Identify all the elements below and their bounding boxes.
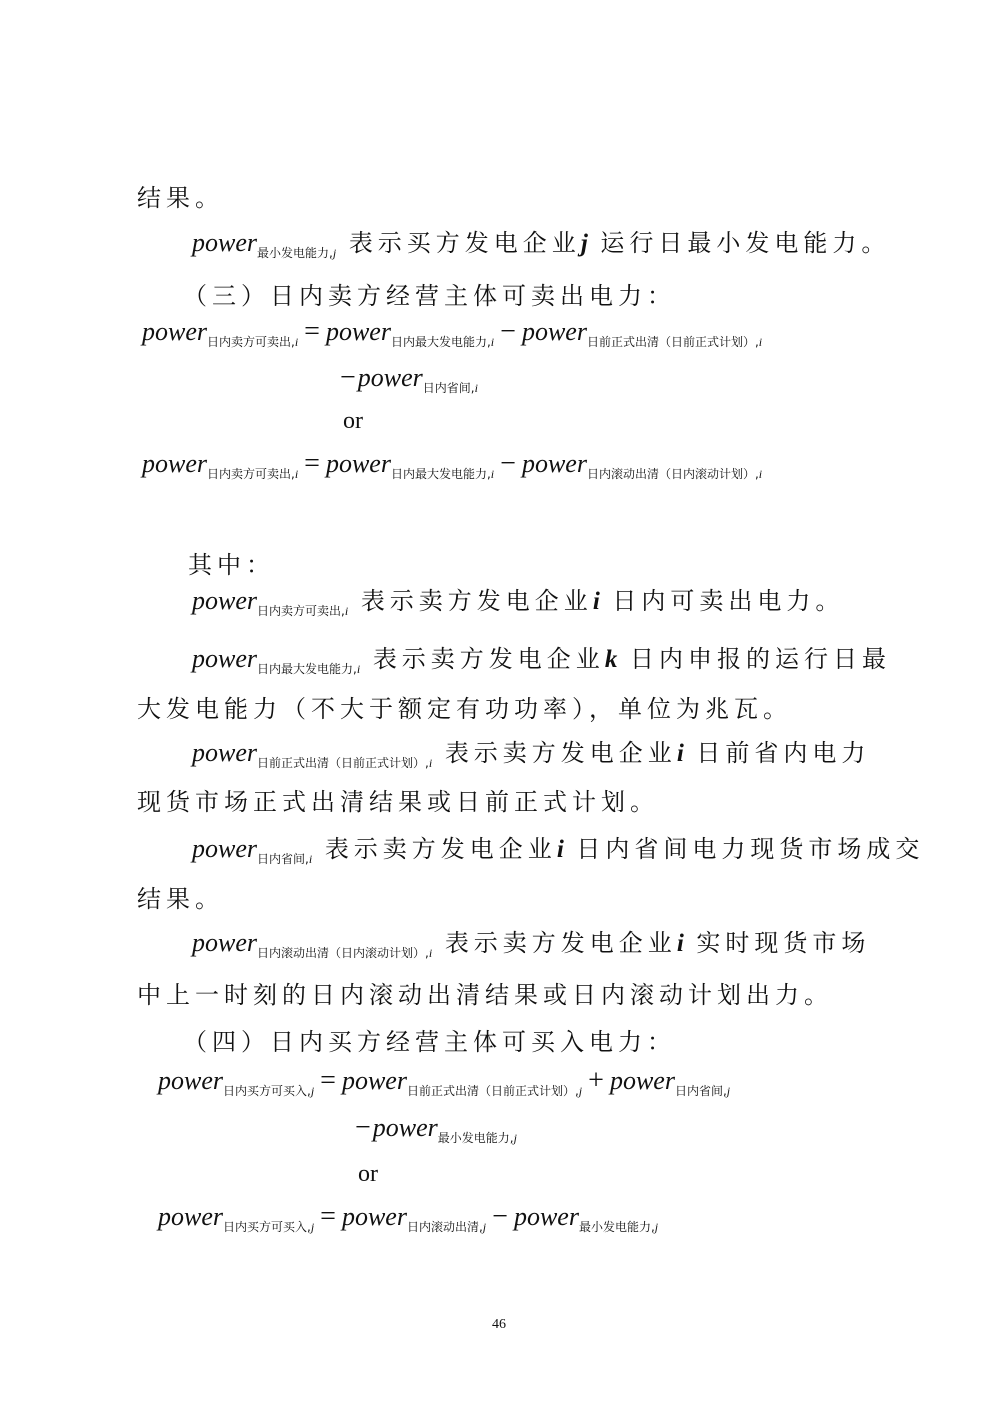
- page-number: 46: [492, 1317, 506, 1332]
- variable: power: [192, 928, 257, 957]
- paragraph-line: 现货市场正式出清结果或日前正式计划。: [137, 788, 659, 816]
- section-heading: （四）日内买方经营主体可买入电力：: [183, 1028, 676, 1056]
- subscript: 日前正式出清（日前正式计划）,: [257, 756, 429, 770]
- variable: power: [341, 1202, 407, 1231]
- equation-buy-line1: [158, 1065, 731, 1098]
- paragraph-line: 大发电能力（不大于额定有功功率），单位为兆瓦。: [137, 695, 792, 723]
- subscript: 日内买方可买入,: [223, 1084, 311, 1098]
- subscript: 日内省间,: [422, 381, 475, 395]
- subscript: 日内买方可买入,: [223, 1220, 311, 1234]
- definition-line: [192, 586, 845, 618]
- index-variable: i: [556, 836, 564, 863]
- definition-text: 日内申报的运行日最: [629, 645, 891, 673]
- variable: power: [372, 1113, 438, 1142]
- variable: power: [158, 1066, 223, 1095]
- subscript-index: j: [654, 1220, 659, 1234]
- subscript: 日内滚动出清,: [406, 1220, 483, 1234]
- definition-text: 表示卖方发电企业: [372, 645, 605, 673]
- paragraph-line: 结果。: [137, 885, 224, 913]
- equation-sell-alt: [142, 448, 763, 481]
- subscript: 日内卖方可卖出,: [257, 604, 345, 618]
- subscript: 日内滚动出清（日内滚动计划）,: [257, 946, 429, 960]
- subscript: 最小发电能力,: [578, 1220, 655, 1234]
- definition-line: [192, 834, 925, 866]
- variable: power: [521, 317, 587, 346]
- subscript-index: i: [344, 604, 349, 618]
- minus-sign: −: [340, 362, 356, 393]
- plus-sign: +: [588, 1065, 604, 1096]
- variable: power: [192, 738, 257, 767]
- variable: power: [513, 1202, 579, 1231]
- subscript-index: j: [482, 1220, 487, 1234]
- subscript: 日内卖方可卖出,: [207, 335, 295, 349]
- subscript-index: i: [308, 852, 313, 866]
- index-variable: i: [592, 588, 600, 615]
- variable: power: [609, 1066, 675, 1095]
- subscript-index: i: [294, 335, 299, 349]
- definition-text: 表示买方发电企业: [348, 229, 581, 257]
- variable: power: [158, 1202, 223, 1231]
- subscript: 日内最大发电能力,: [390, 467, 491, 481]
- definition-text: 表示卖方发电企业: [444, 739, 677, 767]
- definition-line: [192, 928, 871, 960]
- equals-sign: =: [320, 1201, 336, 1232]
- equation-buy-line2: [355, 1112, 517, 1145]
- subscript-index: j: [578, 1084, 583, 1098]
- paragraph-line: 中上一时刻的日内滚动出清结果或日内滚动计划出力。: [137, 981, 833, 1009]
- subscript-index: i: [490, 467, 495, 481]
- subscript: 日内卖方可卖出,: [207, 467, 295, 481]
- equation-sell-line2: [340, 362, 478, 395]
- equation-buy-alt: [158, 1201, 659, 1234]
- subscript-index: i: [474, 381, 478, 395]
- subscript: 日内省间,: [257, 852, 309, 866]
- index-variable: i: [676, 740, 684, 767]
- subscript-index: i: [490, 335, 495, 349]
- variable: power: [357, 363, 423, 392]
- equals-sign: =: [304, 316, 320, 347]
- subscript-index: i: [758, 335, 763, 349]
- variable: power: [325, 317, 391, 346]
- paragraph-line: 结果。: [137, 184, 224, 212]
- minus-sign: −: [492, 1201, 508, 1232]
- definition-line: [192, 738, 871, 770]
- variable: power: [142, 449, 207, 478]
- subscript: 日内滚动出清（日内滚动计划）,: [586, 467, 759, 481]
- subscript: 日前正式出清（日前正式计划）,: [406, 1084, 579, 1098]
- section-heading: （三）日内卖方经营主体可卖出电力：: [183, 282, 676, 310]
- where-label: 其中：: [188, 551, 275, 579]
- variable: power: [142, 317, 207, 346]
- subscript-index: i: [428, 946, 433, 960]
- definition-text: 表示卖方发电企业: [324, 835, 557, 863]
- index-variable: k: [604, 646, 618, 673]
- definition-text: 日内省间电力现货市场成交: [576, 835, 925, 863]
- equals-sign: =: [320, 1065, 336, 1096]
- subscript-index: j: [310, 1084, 315, 1098]
- definition-text: 日前省内电力: [696, 739, 871, 767]
- variable: power: [325, 449, 391, 478]
- index-variable: j: [580, 230, 588, 257]
- subscript-index: j: [332, 246, 337, 260]
- subscript: 日内省间,: [674, 1084, 727, 1098]
- equation-sell-line1: [142, 316, 763, 349]
- definition-text: 运行日最小发电能力。: [600, 229, 891, 257]
- subscript-index: j: [310, 1220, 315, 1234]
- subscript-index: i: [356, 662, 361, 676]
- definition-text: 表示卖方发电企业: [360, 587, 593, 615]
- or-label: or: [358, 1161, 378, 1187]
- subscript-index: i: [758, 467, 763, 481]
- variable: power: [341, 1066, 407, 1095]
- minus-sign: −: [355, 1112, 371, 1143]
- variable: power: [521, 449, 587, 478]
- minus-sign: −: [500, 316, 516, 347]
- variable: power: [192, 834, 257, 863]
- variable: power: [192, 586, 257, 615]
- variable: power: [192, 228, 257, 257]
- subscript: 最小发电能力,: [437, 1131, 514, 1145]
- subscript-index: i: [294, 467, 299, 481]
- equals-sign: =: [304, 448, 320, 479]
- subscript: 最小发电能力,: [257, 246, 333, 260]
- subscript: 日内最大发电能力,: [390, 335, 491, 349]
- minus-sign: −: [500, 448, 516, 479]
- subscript-index: j: [726, 1084, 731, 1098]
- subscript: 日内最大发电能力,: [257, 662, 357, 676]
- or-label: or: [343, 408, 363, 434]
- variable: power: [192, 644, 257, 673]
- definition-text: 实时现货市场: [696, 929, 871, 957]
- subscript-index: i: [428, 756, 433, 770]
- definition-text: 日内可卖出电力。: [612, 587, 845, 615]
- subscript-index: j: [513, 1131, 517, 1145]
- index-variable: i: [676, 930, 684, 957]
- definition-line: [192, 644, 891, 676]
- definition-text: 表示卖方发电企业: [444, 929, 677, 957]
- subscript: 日前正式出清（日前正式计划）,: [586, 335, 759, 349]
- definition-line: [192, 228, 891, 260]
